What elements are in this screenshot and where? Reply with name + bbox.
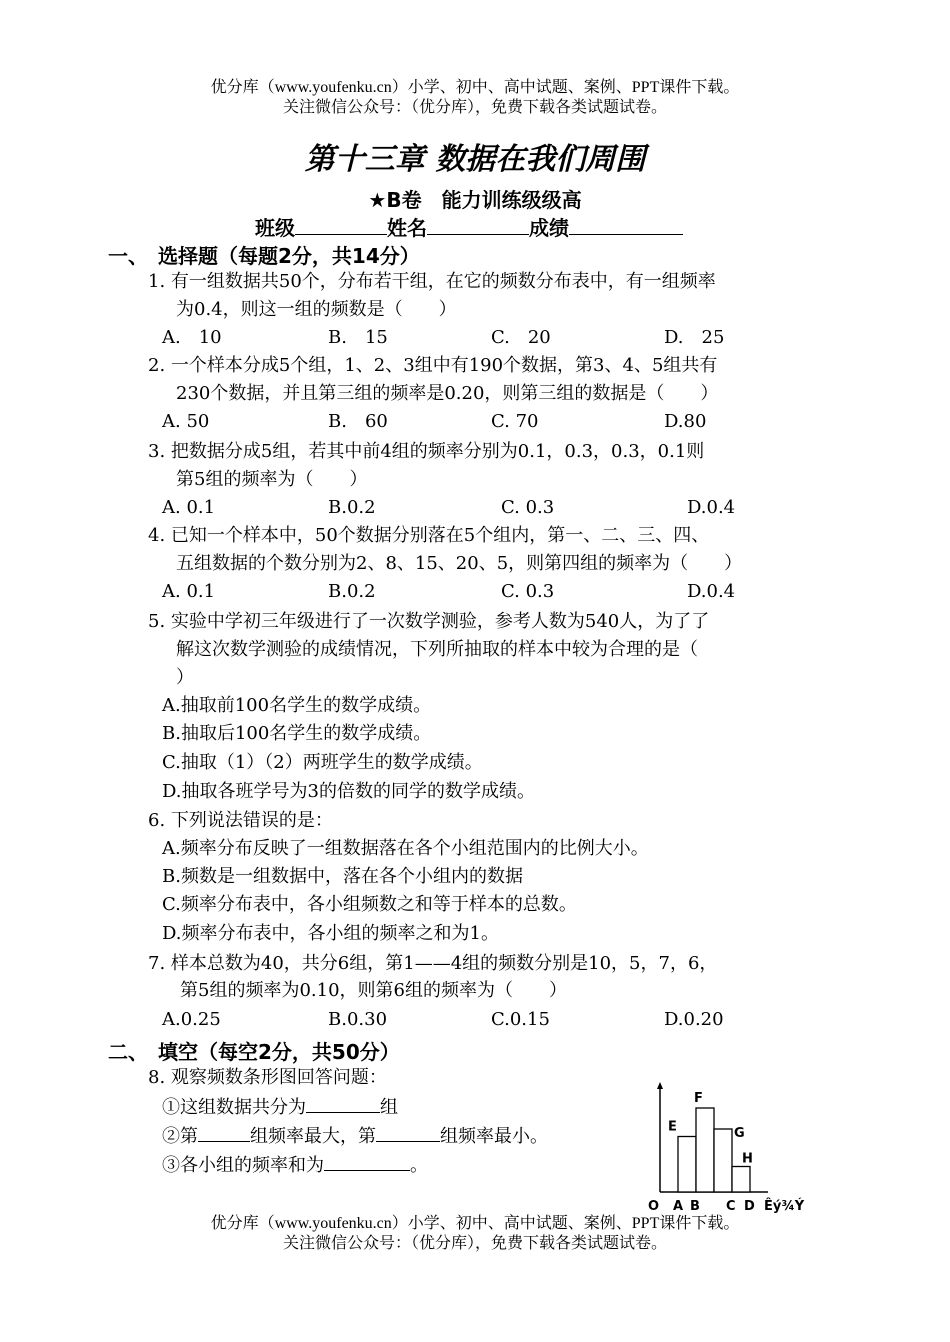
page-title: 第十三章 数据在我们周围 <box>304 142 646 177</box>
footer-line-1: 优分库（www.youfenku.cn）小学、初中、高中试题、案例、PPT课件下载。 <box>210 1215 740 1232</box>
q2-option-c[interactable]: C. 70 <box>491 411 539 432</box>
q8-item-1 <box>162 1092 398 1122</box>
footer-line-2: 关注微信公众号：（优分库），免费下载各类试题试卷。 <box>282 1235 667 1252</box>
q7-line-2: 第5组的频率为0.10，则第6组的频率为（ ） <box>180 980 567 1001</box>
q3-line-1: 3. 把数据分成5组，若其中前4组的频率分别为0.1，0.3，0.3，0.1则 <box>148 441 705 462</box>
q2-option-d[interactable]: D.80 <box>664 411 707 432</box>
bar-label-f: F <box>694 1091 703 1106</box>
q1-line-2: 为0.4，则这一组的频数是（ ） <box>176 299 457 320</box>
x-axis-label-1: A <box>673 1199 684 1214</box>
info-line <box>255 212 683 241</box>
q3-line-2: 第5组的频率为（ ） <box>176 469 368 490</box>
y-axis-arrow <box>657 1082 663 1089</box>
q6-line-1: 6. 下列说法错误的是： <box>148 810 333 831</box>
score-blank[interactable] <box>569 214 683 235</box>
q7-line-1: 7. 样本总数为40，共分6组，第1——4组的频数分别是10，5，7，6， <box>148 953 718 974</box>
frequency-bar-chart <box>640 1080 820 1220</box>
class-label: 班级 <box>255 216 295 240</box>
q1-option-d[interactable]: D. 25 <box>664 327 725 348</box>
q2-option-a[interactable]: A. 50 <box>162 411 210 432</box>
score-label: 成绩 <box>529 216 569 240</box>
q6-choice-d[interactable]: D.频率分布表中，各小组的频率之和为1。 <box>162 923 499 944</box>
q4-line-1: 4. 已知一个样本中，50个数据分别落在5个组内，第一、二、三、四、 <box>148 525 710 546</box>
q8-blank-groups[interactable] <box>306 1092 380 1113</box>
q5-choice-b[interactable]: B.抽取后100名学生的数学成绩。 <box>162 723 432 744</box>
q8-blank-sum[interactable] <box>324 1150 410 1171</box>
q3-option-b[interactable]: B.0.2 <box>328 497 376 518</box>
q3-option-c[interactable]: C. 0.3 <box>501 497 555 518</box>
q5-line-1: 5. 实验中学初三年级进行了一次数学测验，参考人数为540人，为了了 <box>148 611 710 632</box>
section-2-title: 二、 填空（每空2分，共50分） <box>108 1040 400 1064</box>
q5-choice-a[interactable]: A.抽取前100名学生的数学成绩。 <box>162 695 432 716</box>
q8-item-3-pre: ③各小组的频率和为 <box>162 1155 324 1176</box>
q7-option-b[interactable]: B.0.30 <box>328 1009 388 1030</box>
q4-line-2: 五组数据的个数分别为2、8、15、20、5，则第四组的频率为（ ） <box>176 553 743 574</box>
bar-h <box>732 1167 750 1193</box>
q7-option-c[interactable]: C.0.15 <box>491 1009 550 1030</box>
q5-line-3: ） <box>176 667 194 688</box>
name-label: 姓名 <box>387 216 427 240</box>
bar-f <box>696 1108 714 1192</box>
header-line-1: 优分库（www.youfenku.cn）小学、初中、高中试题、案例、PPT课件下载。 <box>210 79 740 96</box>
q1-option-a[interactable]: A. 10 <box>162 327 222 348</box>
q7-option-d[interactable]: D.0.20 <box>664 1009 724 1030</box>
q5-choice-d[interactable]: D.抽取各班学号为3的倍数的同学的数学成绩。 <box>162 781 535 802</box>
q2-line-2: 230个数据，并且第三组的频率是0.20，则第三组的数据是（ ） <box>176 383 719 404</box>
q8-item-3 <box>162 1150 428 1180</box>
q8-item-2-mid: 组频率最大，第 <box>250 1126 376 1147</box>
q1-option-c[interactable]: C. 20 <box>491 327 551 348</box>
q8-stem: 8. 观察频数条形图回答问题： <box>148 1067 387 1088</box>
q1-line-1: 1. 有一组数据共50个，分布若干组，在它的频数分布表中，有一组频率 <box>148 271 716 292</box>
q8-item-3-post: 。 <box>410 1155 428 1176</box>
q6-choice-c[interactable]: C.频率分布表中，各小组频数之和等于样本的总数。 <box>162 894 577 915</box>
q6-choice-a[interactable]: A.频率分布反映了一组数据落在各个小组范围内的比例大小。 <box>162 838 649 859</box>
x-axis-label-0: O <box>648 1199 660 1214</box>
bar-label-g: G <box>734 1126 745 1141</box>
q8-item-1-pre: ①这组数据共分为 <box>162 1097 306 1118</box>
q4-option-b[interactable]: B.0.2 <box>328 581 376 602</box>
q5-line-2: 解这次数学测验的成绩情况，下列所抽取的样本中较为合理的是（ <box>176 639 698 660</box>
q6-choice-b[interactable]: B.频数是一组数据中，落在各个小组内的数据 <box>162 866 523 887</box>
x-axis-label-4: D <box>744 1199 755 1214</box>
class-blank[interactable] <box>295 214 387 235</box>
q8-blank-min[interactable] <box>376 1121 440 1142</box>
q8-item-2-pre: ②第 <box>162 1126 198 1147</box>
q8-item-1-post: 组 <box>380 1097 398 1118</box>
bar-e <box>678 1137 696 1193</box>
q8-item-2 <box>162 1121 548 1151</box>
x-axis-label-5: Êý¾Ý <box>764 1199 805 1214</box>
q5-choice-c[interactable]: C.抽取（1）（2）两班学生的数学成绩。 <box>162 752 483 773</box>
section-1-title: 一、 选择题（每题2分，共14分） <box>108 244 420 268</box>
q3-option-d[interactable]: D.0.4 <box>687 497 736 518</box>
q2-option-b[interactable]: B. 60 <box>328 411 388 432</box>
x-axis-label-2: B <box>690 1199 700 1214</box>
header-line-2: 关注微信公众号：（优分库），免费下载各类试题试卷。 <box>282 99 667 116</box>
x-axis-label-3: C <box>726 1199 736 1214</box>
q8-blank-max[interactable] <box>198 1121 250 1142</box>
q4-option-c[interactable]: C. 0.3 <box>501 581 555 602</box>
q3-option-a[interactable]: A. 0.1 <box>162 497 216 518</box>
q7-option-a[interactable]: A.0.25 <box>162 1009 221 1030</box>
bar-label-h: H <box>742 1151 753 1167</box>
q2-line-1: 2. 一个样本分成5个组，1、2、3组中有190个数据，第3、4、5组共有 <box>148 355 718 376</box>
q1-option-b[interactable]: B. 15 <box>328 327 388 348</box>
bar-g <box>714 1129 732 1192</box>
q4-option-a[interactable]: A. 0.1 <box>162 581 216 602</box>
bar-label-e: E <box>668 1119 677 1135</box>
name-blank[interactable] <box>427 214 529 235</box>
q8-item-2-post: 组频率最小。 <box>440 1126 548 1147</box>
page-subtitle: ★B卷 能力训练级级高 <box>368 188 582 212</box>
q4-option-d[interactable]: D.0.4 <box>687 581 736 602</box>
